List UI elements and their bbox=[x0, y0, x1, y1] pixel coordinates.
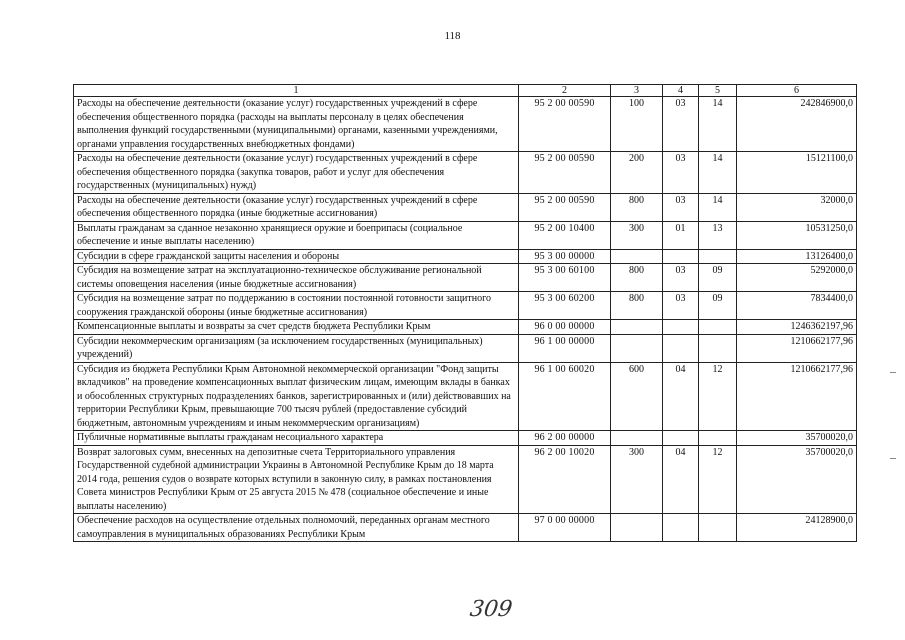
row-code: 95 2 00 00590 bbox=[519, 152, 611, 194]
row-amount: 15121100,0 bbox=[737, 152, 857, 194]
row-amount: 35700020,0 bbox=[737, 431, 857, 446]
column-header: 5 bbox=[699, 85, 737, 97]
column-header: 4 bbox=[663, 85, 699, 97]
margin-tick bbox=[890, 458, 896, 459]
row-code: 96 2 00 10020 bbox=[519, 445, 611, 514]
row-subsection bbox=[699, 431, 737, 446]
row-section: 03 bbox=[663, 264, 699, 292]
row-name: Расходы на обеспечение деятельности (оказание услуг) государственных учреждений в сфере обеспечения общественного порядка (иные бюджетные ассигнования) bbox=[74, 193, 519, 221]
table-row bbox=[74, 249, 857, 264]
row-section: 03 bbox=[663, 193, 699, 221]
row-section: 04 bbox=[663, 445, 699, 514]
row-section: 03 bbox=[663, 292, 699, 320]
row-expense-type: 300 bbox=[611, 445, 663, 514]
table-row bbox=[74, 264, 857, 292]
row-section bbox=[663, 320, 699, 335]
row-subsection bbox=[699, 334, 737, 362]
row-subsection: 14 bbox=[699, 152, 737, 194]
row-code: 96 1 00 60020 bbox=[519, 362, 611, 431]
row-code: 97 0 00 00000 bbox=[519, 514, 611, 542]
row-section bbox=[663, 431, 699, 446]
row-name: Расходы на обеспечение деятельности (оказание услуг) государственных учреждений в сфере обеспечения общественного порядка (расходы на выплаты персоналу в целях обеспечения выполнения функций государственными (муниципальными) органами, казенными учреждениями, органами управления государственных внебюджетных фондами) bbox=[74, 97, 519, 152]
row-code: 95 3 00 00000 bbox=[519, 249, 611, 264]
row-section: 04 bbox=[663, 362, 699, 431]
row-amount: 32000,0 bbox=[737, 193, 857, 221]
table-row bbox=[74, 514, 857, 542]
row-expense-type: 800 bbox=[611, 264, 663, 292]
table-row bbox=[74, 445, 857, 514]
column-header: 2 bbox=[519, 85, 611, 97]
row-name: Компенсационные выплаты и возвраты за счет средств бюджета Республики Крым bbox=[74, 320, 519, 335]
row-expense-type bbox=[611, 431, 663, 446]
row-subsection bbox=[699, 320, 737, 335]
table-row bbox=[74, 193, 857, 221]
row-section bbox=[663, 249, 699, 264]
row-code: 95 2 00 00590 bbox=[519, 97, 611, 152]
row-section bbox=[663, 334, 699, 362]
row-expense-type: 800 bbox=[611, 292, 663, 320]
row-code: 95 2 00 00590 bbox=[519, 193, 611, 221]
table-row bbox=[74, 362, 857, 431]
row-amount: 7834400,0 bbox=[737, 292, 857, 320]
row-subsection: 13 bbox=[699, 221, 737, 249]
row-amount: 10531250,0 bbox=[737, 221, 857, 249]
row-subsection: 14 bbox=[699, 193, 737, 221]
table-row bbox=[74, 320, 857, 335]
row-code: 95 3 00 60100 bbox=[519, 264, 611, 292]
row-name: Расходы на обеспечение деятельности (оказание услуг) государственных учреждений в сфере обеспечения общественного порядка (закупка товаров, работ и услуг для обеспечения государственных (муниципальных) нужд) bbox=[74, 152, 519, 194]
row-amount: 35700020,0 bbox=[737, 445, 857, 514]
row-name: Субсидия на возмещение затрат по поддержанию в состоянии постоянной готовности защитного сооружения гражданской обороны (иные бюджетные ассигнования) bbox=[74, 292, 519, 320]
row-section bbox=[663, 514, 699, 542]
row-expense-type: 800 bbox=[611, 193, 663, 221]
row-subsection bbox=[699, 249, 737, 264]
row-expense-type: 300 bbox=[611, 221, 663, 249]
row-amount: 1210662177,96 bbox=[737, 334, 857, 362]
row-code: 96 1 00 00000 bbox=[519, 334, 611, 362]
table-header-row bbox=[74, 85, 857, 97]
row-name: Выплаты гражданам за сданное незаконно хранящиеся оружие и боеприпасы (социальное обеспечение и иные выплаты населению) bbox=[74, 221, 519, 249]
row-code: 95 3 00 60200 bbox=[519, 292, 611, 320]
row-expense-type bbox=[611, 514, 663, 542]
row-name: Обеспечение расходов на осуществление отдельных полномочий, переданных органам местного самоуправления в муниципальных образованиях Республики Крым bbox=[74, 514, 519, 542]
table-row bbox=[74, 334, 857, 362]
table-row bbox=[74, 221, 857, 249]
column-header: 6 bbox=[737, 85, 857, 97]
row-amount: 5292000,0 bbox=[737, 264, 857, 292]
row-name: Субсидии некоммерческим организациям (за исключением государственных (муниципальных) учреждений) bbox=[74, 334, 519, 362]
row-expense-type bbox=[611, 249, 663, 264]
page-number: 118 bbox=[444, 30, 461, 42]
row-amount: 242846900,0 bbox=[737, 97, 857, 152]
row-section: 03 bbox=[663, 97, 699, 152]
table-row bbox=[74, 97, 857, 152]
row-name: Возврат залоговых сумм, внесенных на депозитные счета Территориального управления Государственной судебной администрации Украины в Автономной Республике Крым до 18 марта 2014 года, решения судов о возврате которых вступили в законную силу, в рамках постановления Совета министров Республики Крым от 25 августа 2015 № 478 (социальное обеспечение и иные выплаты населению) bbox=[74, 445, 519, 514]
row-name: Субсидия из бюджета Республики Крым Автономной некоммерческой организации "Фонд защиты вкладчиков" на проведение компенсационных выплат физическим лицам, имеющим вклады в банках и обособленных структурных подразделениях банков, зарегистрированных и (или) действовавших на территории Республики Крым, превышающие 700 тысяч рублей (предоставление субсидий бюджетным, автономным учреждениям и иным некоммерческим организациям) bbox=[74, 362, 519, 431]
row-name: Субсидия на возмещение затрат на эксплуатационно-техническое обслуживание региональной системы оповещения населения (иные бюджетные ассигнования) bbox=[74, 264, 519, 292]
table-row bbox=[74, 152, 857, 194]
row-name: Публичные нормативные выплаты гражданам несоциального характера bbox=[74, 431, 519, 446]
row-expense-type: 200 bbox=[611, 152, 663, 194]
row-amount: 13126400,0 bbox=[737, 249, 857, 264]
row-expense-type bbox=[611, 334, 663, 362]
row-code: 96 0 00 00000 bbox=[519, 320, 611, 335]
row-subsection: 12 bbox=[699, 445, 737, 514]
row-subsection: 09 bbox=[699, 292, 737, 320]
column-header: 3 bbox=[611, 85, 663, 97]
row-amount: 24128900,0 bbox=[737, 514, 857, 542]
table-row bbox=[74, 431, 857, 446]
row-subsection: 09 bbox=[699, 264, 737, 292]
row-expense-type bbox=[611, 320, 663, 335]
handwritten-signature-mark: 309 bbox=[468, 597, 514, 622]
row-section: 01 bbox=[663, 221, 699, 249]
row-name: Субсидии в сфере гражданской защиты населения и обороны bbox=[74, 249, 519, 264]
row-expense-type: 100 bbox=[611, 97, 663, 152]
row-amount: 1210662177,96 bbox=[737, 362, 857, 431]
budget-table bbox=[73, 84, 857, 542]
table-row bbox=[74, 292, 857, 320]
row-amount: 1246362197,96 bbox=[737, 320, 857, 335]
row-subsection: 12 bbox=[699, 362, 737, 431]
row-expense-type: 600 bbox=[611, 362, 663, 431]
margin-tick bbox=[890, 372, 896, 373]
row-code: 96 2 00 00000 bbox=[519, 431, 611, 446]
row-subsection bbox=[699, 514, 737, 542]
row-subsection: 14 bbox=[699, 97, 737, 152]
row-section: 03 bbox=[663, 152, 699, 194]
column-header: 1 bbox=[74, 85, 519, 97]
row-code: 95 2 00 10400 bbox=[519, 221, 611, 249]
